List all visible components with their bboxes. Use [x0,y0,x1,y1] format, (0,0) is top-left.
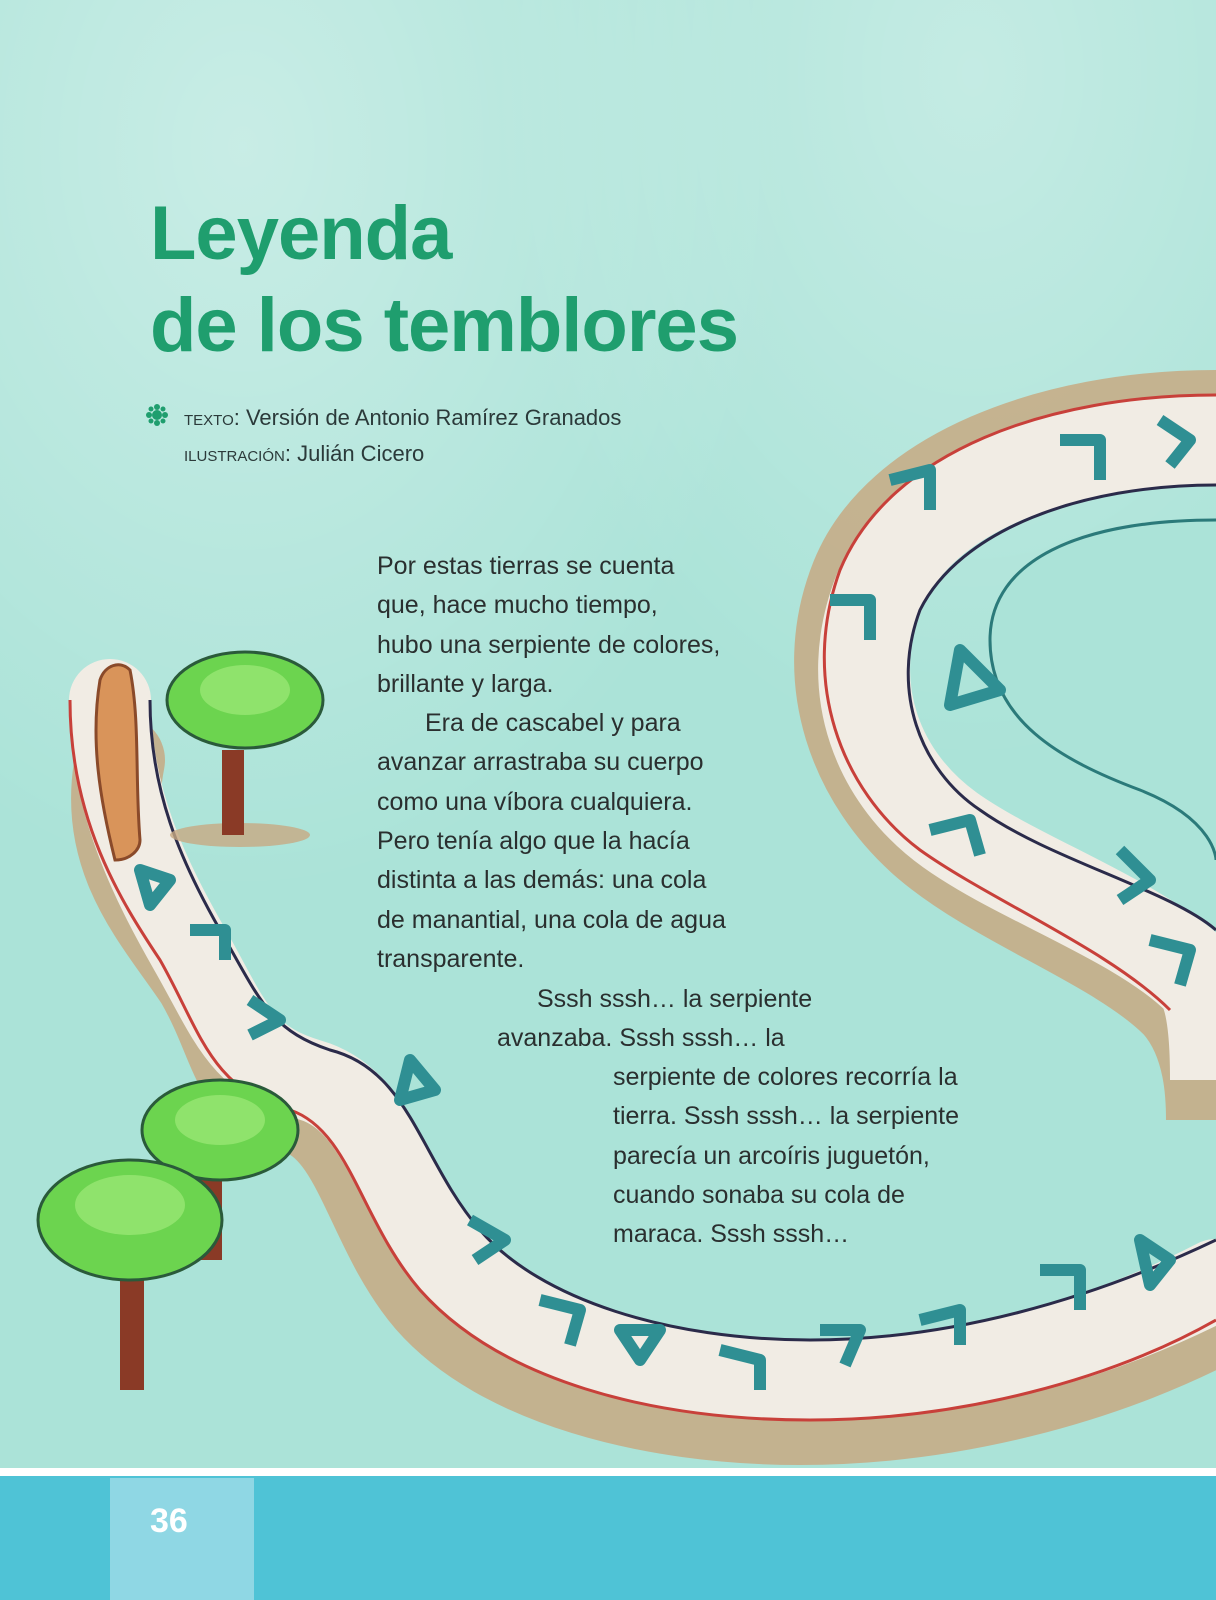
credit-illustration-value: : Julián Cicero [284,441,425,466]
credits [184,400,621,472]
credit-text [184,400,621,436]
flower-bullet-icon [146,404,168,426]
tree-top [167,652,323,847]
story-line: distinta a las demás: una cola [377,866,707,895]
page-number: 36 [150,1502,188,1540]
story-line: como una víbora cualquiera. [377,787,693,816]
story-block-1 [377,547,726,979]
credit-illustration-label: ilustración [184,441,285,466]
credit-illustration [184,436,621,472]
title-line-1: Leyenda [150,191,452,276]
story-line: Pero tenía algo que la hacía [377,827,690,856]
title-line-2: de los temblores [150,283,738,368]
story-line: que, hace mucho tiempo, [377,591,658,620]
story-line: maraca. Sssh sssh… [613,1220,850,1249]
story-line: brillante y larga. [377,669,554,698]
story-title [150,188,738,372]
story-line: Era de cascabel y para [425,709,681,738]
story-line: Por estas tierras se cuenta [377,552,675,580]
story-block-3 [613,1058,959,1254]
story-line: hubo una serpiente de colores, [377,630,721,659]
tree-bottom [38,1160,222,1390]
story-line: parecía un arcoíris juguetón, [613,1141,930,1170]
story-line: avanzaba. Sssh sssh… la [497,1024,785,1053]
story-line: transparente. [377,944,525,973]
story-line: Sssh sssh… la serpiente [537,985,813,1013]
story-block-2 [497,980,812,1059]
credit-text-label: texto [184,405,234,430]
credit-text-value: : Versión de Antonio Ramírez Granados [233,405,622,430]
story-line: tierra. Sssh sssh… la serpiente [613,1102,959,1131]
story-line: de manantial, una cola de agua [377,905,726,934]
story-line: cuando sonaba su cola de [613,1180,905,1209]
story-line: avanzar arrastraba su cuerpo [377,748,704,777]
story-line: serpiente de colores recorría la [613,1063,958,1091]
